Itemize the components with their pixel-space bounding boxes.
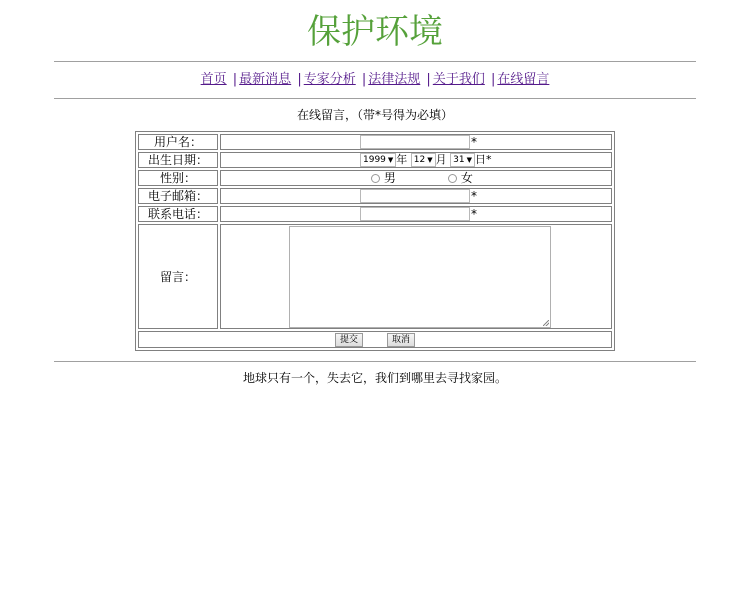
form-note: 在线留言，（带*号得为必填） bbox=[296, 108, 453, 122]
email-input[interactable] bbox=[360, 189, 470, 203]
month-unit: 月 bbox=[435, 153, 447, 166]
year-unit: 年 bbox=[396, 153, 408, 166]
email-row bbox=[138, 188, 612, 204]
chevron-down-icon: ▼ bbox=[427, 156, 433, 164]
male-radio[interactable] bbox=[371, 174, 380, 183]
gender-label: 性别： bbox=[138, 170, 218, 186]
phone-row bbox=[138, 206, 612, 222]
required-mark: * bbox=[471, 189, 477, 203]
nav-law-link[interactable]: 法律法规 bbox=[368, 72, 421, 87]
message-row bbox=[138, 224, 612, 329]
username-input[interactable] bbox=[360, 135, 470, 149]
footer-text: 地球只有一个，失去它，我们到哪里去寻找家园。 bbox=[242, 370, 507, 385]
nav-separator: | bbox=[297, 72, 302, 87]
message-textarea[interactable] bbox=[289, 226, 551, 328]
nav-expert-link[interactable]: 专家分析 bbox=[303, 72, 356, 87]
phone-label: 联系电话： bbox=[138, 206, 218, 222]
month-value: 12 bbox=[413, 155, 426, 165]
username-label: 用户名： bbox=[138, 134, 218, 150]
nav-separator: | bbox=[426, 72, 431, 87]
required-mark: * bbox=[471, 135, 477, 149]
birthdate-label: 出生日期： bbox=[138, 152, 218, 168]
phone-input[interactable] bbox=[360, 207, 470, 221]
gender-row bbox=[138, 170, 612, 186]
nav-home-link[interactable]: 首页 bbox=[200, 72, 227, 87]
nav-separator: | bbox=[361, 72, 367, 87]
chevron-down-icon: ▼ bbox=[387, 156, 394, 164]
day-select[interactable] bbox=[450, 153, 475, 167]
female-label: 女 bbox=[460, 171, 473, 185]
button-row bbox=[138, 331, 612, 348]
cancel-button[interactable]: 取消 bbox=[387, 333, 415, 347]
submit-button[interactable]: 提交 bbox=[335, 333, 363, 347]
year-select[interactable] bbox=[360, 153, 396, 167]
message-form bbox=[135, 131, 615, 351]
nav-separator: | bbox=[232, 72, 238, 87]
email-label: 电子邮箱： bbox=[138, 188, 218, 204]
nav-separator: | bbox=[490, 72, 496, 87]
required-mark: * bbox=[485, 153, 492, 166]
day-unit: 日 bbox=[474, 153, 486, 166]
year-value: 1999 bbox=[363, 155, 386, 165]
day-value: 31 bbox=[453, 155, 465, 165]
chevron-down-icon: ▼ bbox=[466, 156, 472, 164]
male-label: 男 bbox=[383, 171, 396, 185]
main-nav bbox=[0, 62, 750, 98]
month-select[interactable] bbox=[411, 153, 436, 167]
birthdate-row bbox=[138, 152, 612, 168]
resize-handle-icon[interactable] bbox=[543, 320, 549, 326]
nav-news-link[interactable]: 最新消息 bbox=[239, 72, 292, 87]
message-label: 留言： bbox=[138, 224, 218, 329]
female-radio[interactable] bbox=[448, 174, 457, 183]
page-title: 保护环境 bbox=[307, 12, 443, 52]
username-row bbox=[138, 134, 612, 150]
nav-message-link[interactable]: 在线留言 bbox=[497, 72, 550, 87]
required-mark: * bbox=[471, 207, 477, 221]
nav-about-link[interactable]: 关于我们 bbox=[432, 72, 485, 87]
